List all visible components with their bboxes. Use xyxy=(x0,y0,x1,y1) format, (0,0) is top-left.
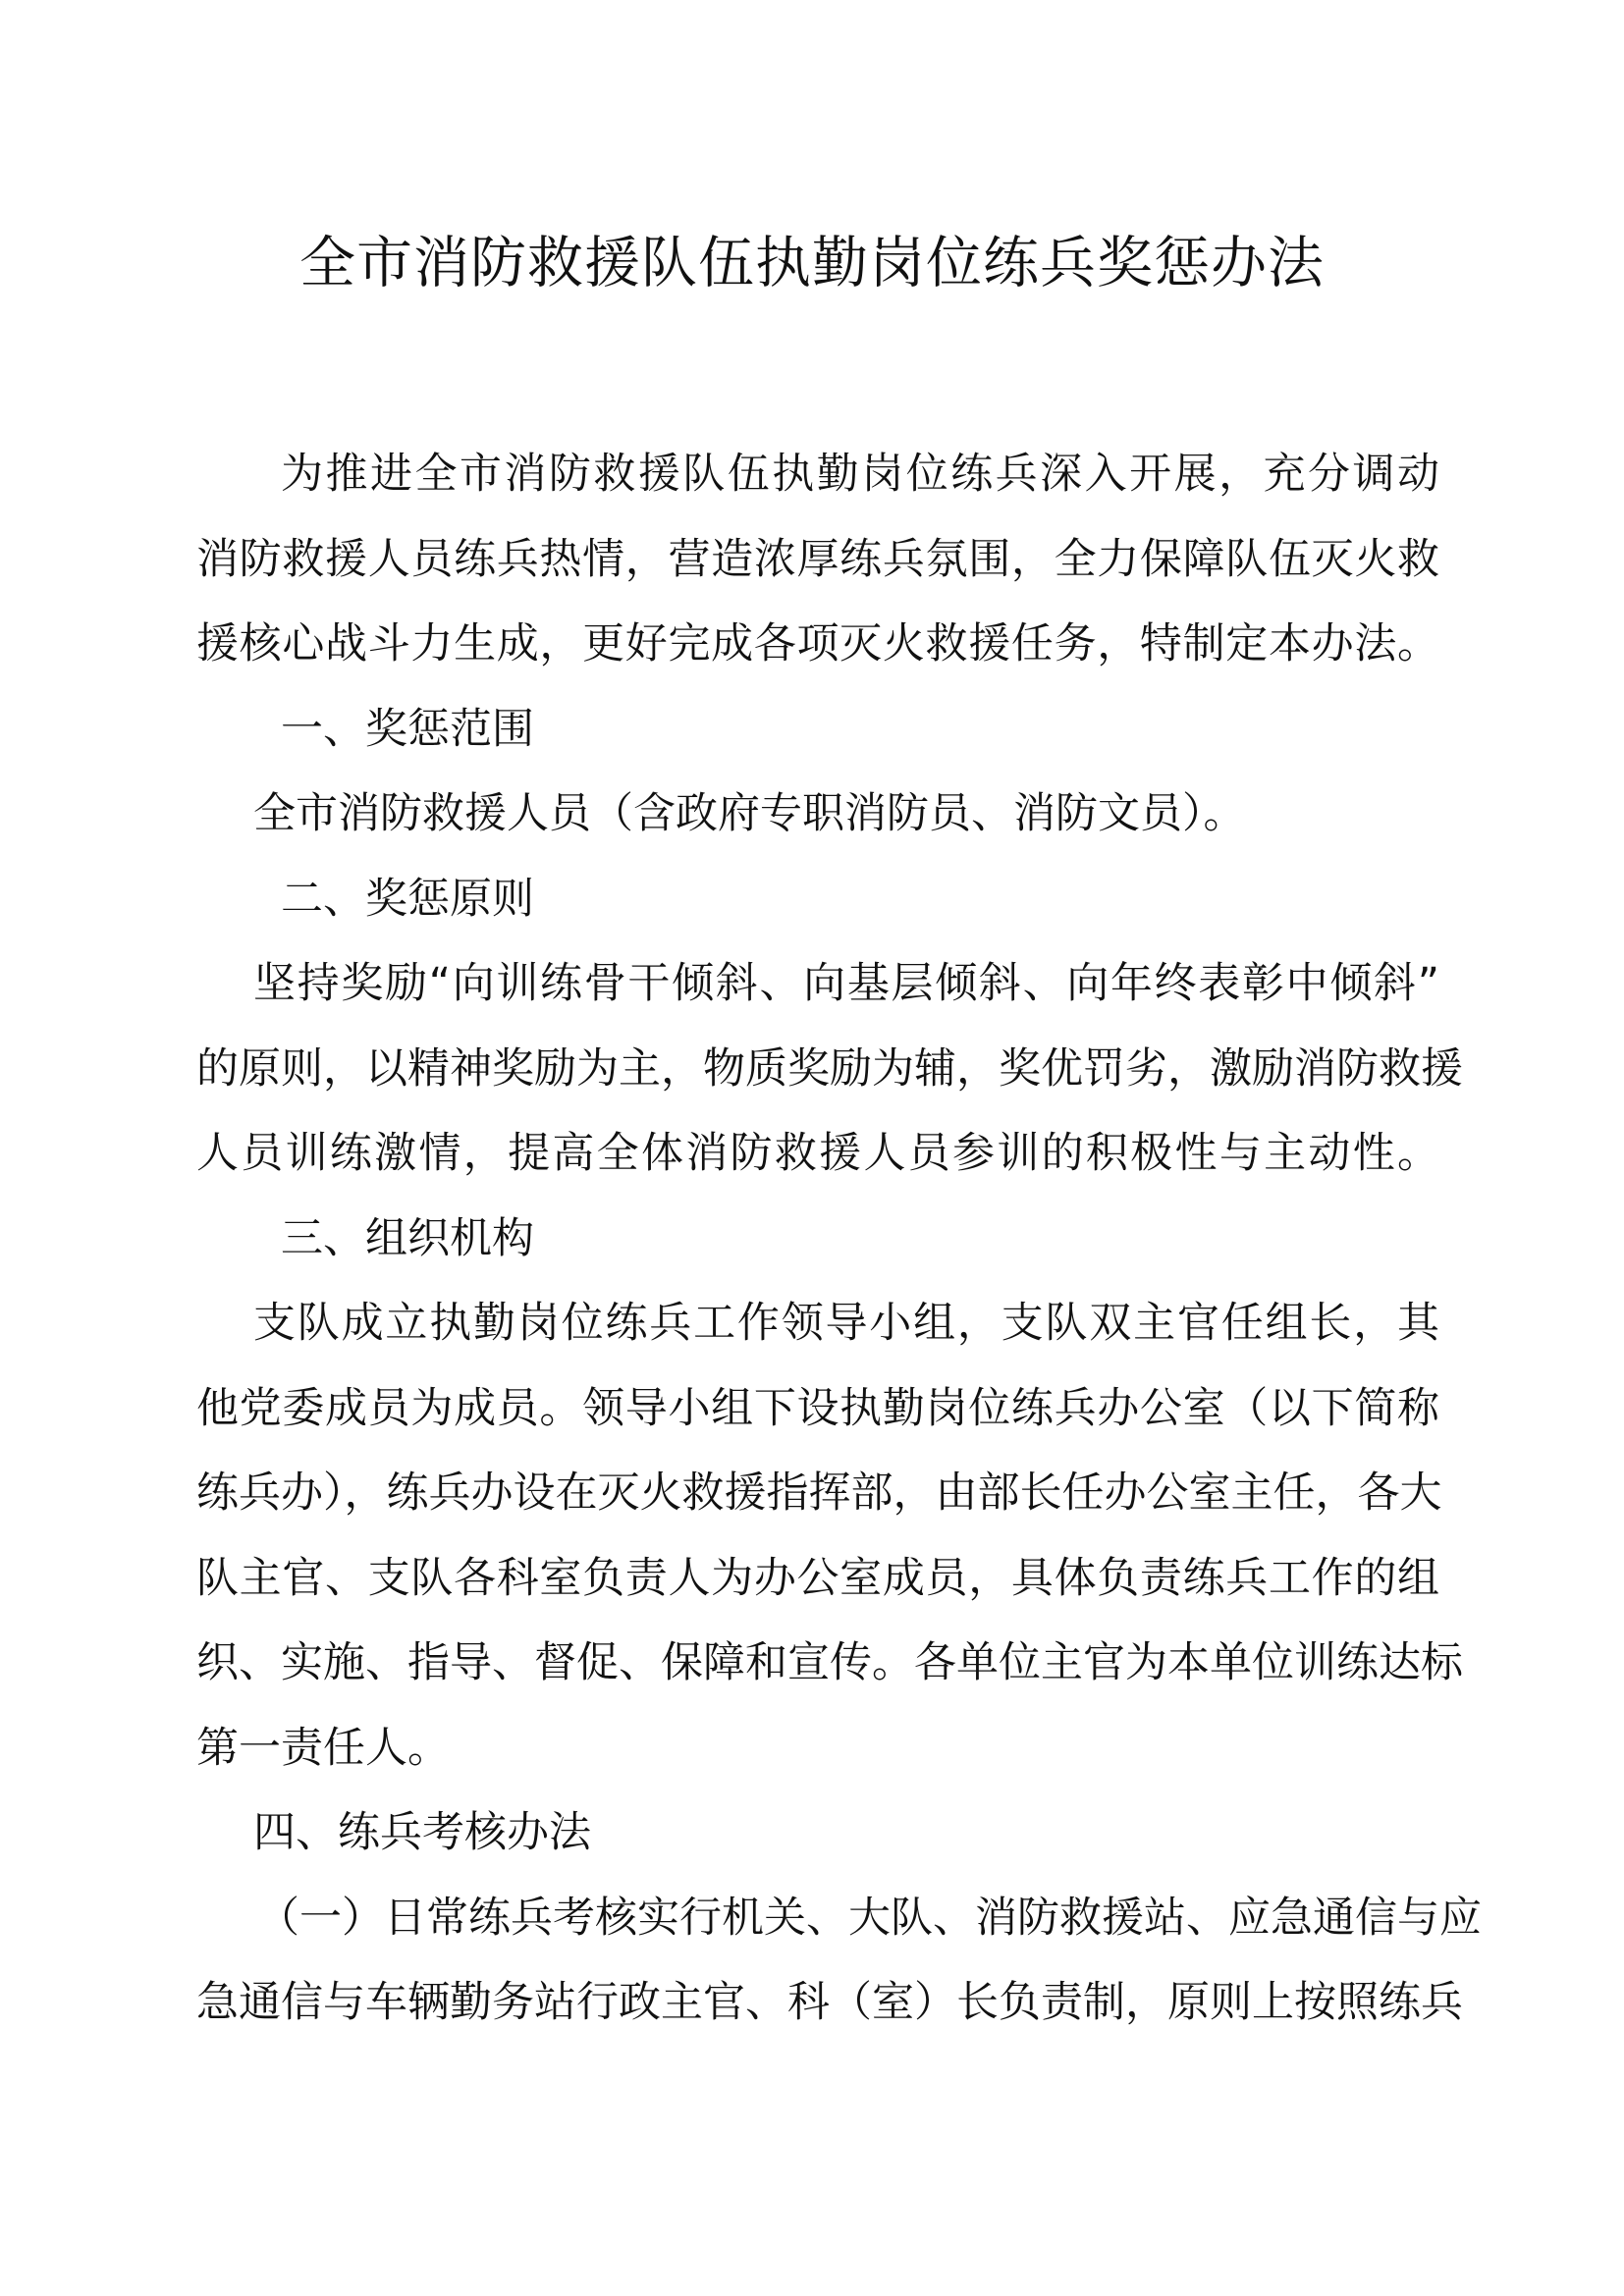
section-heading: 一、奖惩范围 xyxy=(281,704,534,754)
paragraph-line: 第一责任人。 xyxy=(196,1723,450,1773)
paragraph-line: 全市消防救援人员（含政府专职消防员、消防文员）。 xyxy=(253,789,1246,838)
paragraph-line: 坚持奖励“向训练骨干倾斜、向基层倾斜、向年终表彰中倾斜” xyxy=(253,959,1439,1008)
paragraph-line: 为推进全市消防救援队伍执勤岗位练兵深入开展，充分调动 xyxy=(281,450,1439,499)
paragraph-line: 织、实施、指导、督促、保障和宣传。各单位主官为本单位训练达标 xyxy=(196,1638,1463,1687)
paragraph-line: 人员训练激情，提高全体消防救援人员参训的积极性与主动性。 xyxy=(196,1129,1439,1178)
document-body xyxy=(196,432,1482,2046)
section-heading: 二、奖惩原则 xyxy=(281,874,534,924)
paragraph-line: 练兵办），练兵办设在灭火救援指挥部，由部长任办公室主任，各大 xyxy=(196,1468,1442,1518)
document-title: 全市消防救援队伍执勤岗位练兵奖惩办法 xyxy=(299,231,1325,295)
paragraph-line: 支队成立执勤岗位练兵工作领导小组，支队双主官任组长，其 xyxy=(253,1299,1439,1348)
section-heading: 四、练兵考核办法 xyxy=(253,1808,591,1857)
paragraph-line: 援核心战斗力生成，更好完成各项灭火救援任务，特制定本办法。 xyxy=(196,619,1439,668)
paragraph-line: 队主官、支队各科室负责人为办公室成员，具体负责练兵工作的组 xyxy=(196,1553,1439,1603)
paragraph-line: 急通信与车辆勤务站行政主官、科（室）长负责制，原则上按照练兵 xyxy=(196,1978,1463,2027)
section-heading: 三、组织机构 xyxy=(281,1213,534,1263)
paragraph-line: 他党委成员为成员。领导小组下设执勤岗位练兵办公室（以下简称 xyxy=(196,1383,1439,1433)
paragraph-line: 消防救援人员练兵热情，营造浓厚练兵氛围，全力保障队伍灭火救 xyxy=(196,534,1439,584)
paragraph-line: 的原则，以精神奖励为主，物质奖励为辅，奖优罚劣，激励消防救援 xyxy=(196,1043,1463,1094)
paragraph-line: （一）日常练兵考核实行机关、大队、消防救援站、应急通信与应 xyxy=(257,1893,1482,1943)
